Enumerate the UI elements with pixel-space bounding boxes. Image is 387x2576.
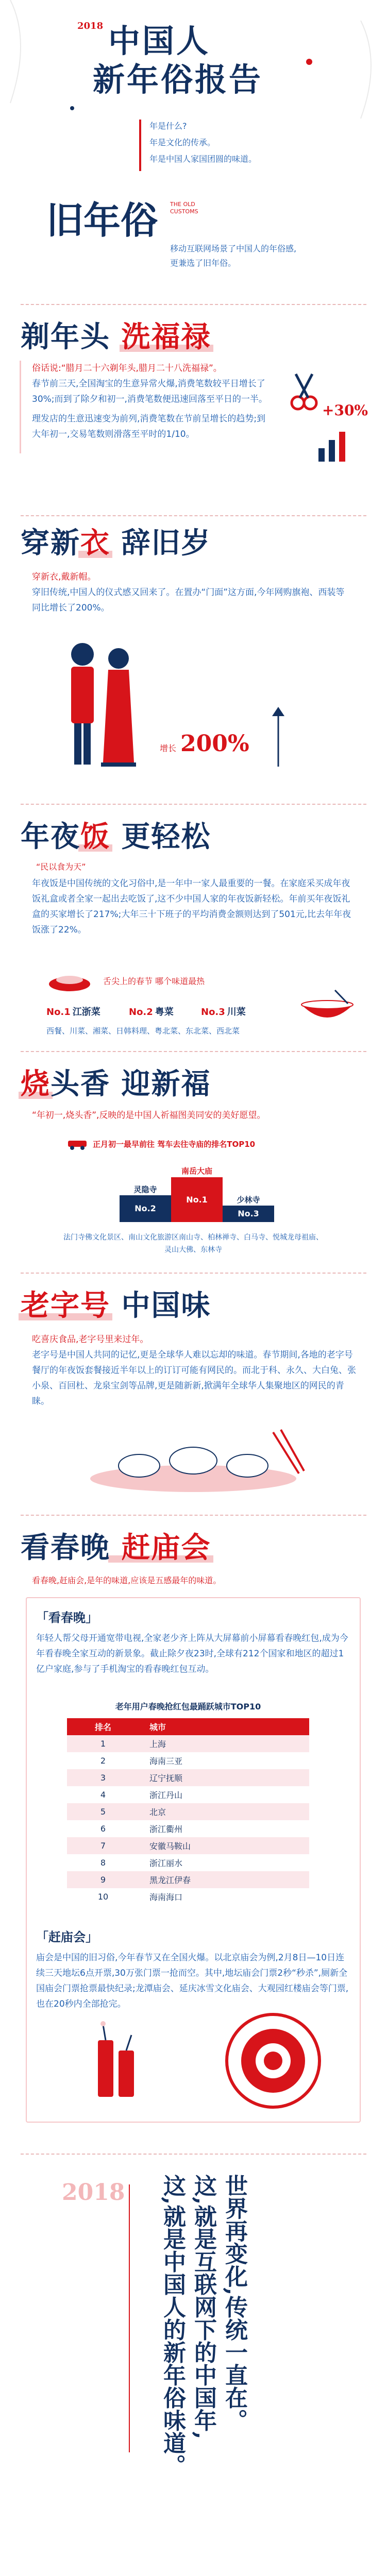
cell-city: 安徽马鞍山: [149, 1841, 191, 1851]
divider: [21, 2154, 366, 2155]
table-row: [67, 1854, 309, 1871]
table-row: [67, 1820, 309, 1837]
title-part-a: 剃年头: [21, 320, 122, 354]
divider: [21, 1515, 366, 1516]
clothes-line2: 穿旧传统,中国人的仪式感又回来了。在置办“门面”这方面,今年网购旗袍、西装等同比增长了200%。: [32, 587, 345, 613]
table-row: [67, 1803, 309, 1820]
dish-rank: No.1: [46, 1007, 71, 1018]
title-part-b: 衣: [80, 526, 110, 560]
firecracker-illustration: [88, 2020, 155, 2107]
brands-body: 老字号是中国人共同的记忆,更是全球华人难以忘却的味道。春节期间,各地的老字号餐厅的年夜饭套餐接近半年以上的订订可能有网民的。而北于科、永久、大白兔、张小泉、百回杜、龙泉宝剑等品牌,更是随新新,掀满年全球华人集聚地区的网民的青睐。: [32, 1350, 356, 1406]
gala-box2-body: 庙会是中国的旧习俗,今年春节又在全国火爆。以北京庙会为例,2月8日—10日连续三天地坛6点开票,30万张门票一抢而空。其中,地坛庙会门票2秒“秒杀”,厕新全国庙会门票抢票最快纪录;龙潭庙会、延庆冰雪文化庙会、大观园红楼庙会等门票,也在20秒内全部抢完。: [36, 1953, 349, 2009]
cell-city: 北京: [149, 1807, 166, 1817]
cell-city: 上海: [149, 1739, 166, 1749]
header-rank: 排名: [94, 1722, 111, 1732]
brands-text: [32, 1332, 357, 1409]
cell-city: 浙江丽水: [149, 1858, 183, 1868]
table-row: [67, 1871, 309, 1888]
cell-city: 浙江衢州: [149, 1824, 183, 1834]
dish-top3: [201, 1005, 246, 1018]
old-custom-title: 旧年俗: [46, 198, 158, 242]
incense-others: 法门寺佛文化景区、南山文化旅游区南山寺、柏林禅寺、白马寺、悦城龙母祖庙、灵山大佛、东林寺: [63, 1233, 323, 1254]
clothes-text: [32, 569, 346, 616]
title-part-a: 看春晚: [21, 1531, 110, 1565]
title-part-a: 年夜: [21, 820, 80, 854]
haircut-body2: 理发店的生意迅速变为前列,消费笔数在节前呈增长的趋势;到大年初一,交易笔数则滑落至平时的1/10。: [32, 414, 266, 439]
haircut-stat: +30%: [322, 402, 368, 419]
section-title-dinner: [21, 814, 211, 855]
podium-third: No.3: [223, 1206, 274, 1222]
dish-top1: [46, 1005, 100, 1018]
dish-name: 川菜: [227, 1007, 246, 1018]
divider: [21, 515, 366, 516]
closing-year: 2018: [62, 2179, 125, 2206]
hero-line: [139, 120, 141, 171]
old-custom-en: THE OLD CUSTOMS: [170, 201, 198, 215]
couple-illustration: [57, 634, 149, 799]
cell-city: 海南海口: [149, 1892, 183, 1902]
car-icon: [67, 1137, 88, 1150]
title-part-b: 赶庙会: [110, 1531, 211, 1565]
brands-line1: 吃喜庆食品,老字号里来过年。: [32, 1334, 149, 1345]
section-title-incense: [21, 1061, 211, 1103]
dinner-chart-title: 舌尖上的春节 哪个味道最热: [103, 976, 205, 986]
title-part-b: 头香: [51, 1067, 110, 1101]
title-part-c: 迎新福: [110, 1067, 211, 1101]
table-row: [67, 1735, 309, 1752]
cell-city: 海南三亚: [149, 1756, 183, 1766]
gala-intro: 看春晚,赶庙会,是年的味道,应该是五感最年的味道。: [32, 1575, 222, 1585]
cell-rank: 9: [100, 1875, 106, 1885]
hero-intro-1: 年是什么?: [149, 121, 187, 131]
header-city: 城市: [149, 1722, 166, 1732]
paper-cut-illustration: [222, 2009, 325, 2112]
title-part-c: 辞旧岁: [110, 526, 211, 560]
gala-table: [67, 1718, 309, 1905]
dumplings-illustration: [77, 1422, 309, 1499]
dinner-body: 年夜饭是中国传统的文化习俗中,是一年中一家人最重要的一餐。在家庭采买成年夜饭礼盒或者全家一起出去吃饭了,这不少中国人家的年夜饭新轻松。年前买年夜饭礼盒的买家增长了217%;大年三十下班子的平均消费金额则达到了501元,比去年年夜饭涨了22%。: [32, 878, 351, 935]
dish-name: 江浙菜: [72, 1007, 100, 1018]
cell-city: 辽宁抚顺: [149, 1773, 183, 1783]
clothes-line1: 穿新衣,戴新帽。: [32, 572, 96, 582]
title-part-a: 烧: [21, 1067, 51, 1101]
title-part-c: 更轻松: [110, 820, 211, 854]
closing-col-2: 这,就是互联网下的中国年,: [190, 2174, 216, 2439]
gala-box1-body: 年轻人帮父母开通宽带电视,全家老少齐上阵从大屏幕前小屏幕看春晚红包,成为今年看春晚全家互动的新景象。截止除夕夜23时,全球有212个国家和地区的超过1亿户家庭,参与了手机淘宝的看春晚红包互动。: [36, 1633, 348, 1674]
table-row: [67, 1752, 309, 1769]
hero-intro-2: 年是文化的传承。: [149, 138, 216, 147]
podium-second: No.2: [120, 1195, 171, 1222]
dish-rank: No.2: [129, 1007, 153, 1018]
swirl-left: [20, 361, 25, 453]
podium-first: No.1: [171, 1177, 223, 1222]
up-arrow-icon: [268, 706, 289, 768]
cell-rank: 8: [100, 1858, 106, 1868]
dish-top2: [129, 1005, 174, 1018]
hero-year: 2018: [77, 21, 104, 31]
hero-title-line2: 新年俗报告: [93, 61, 263, 98]
cell-city: 黑龙江伊春: [149, 1875, 191, 1885]
closing-col-1: 世界再变化,传统一直在。: [221, 2174, 247, 2432]
dinner-sub: “民以食为天”: [36, 862, 86, 872]
dish-others: 西餐、川菜、湘菜、日韩料理、粤北菜、东北菜、西北菜: [46, 1026, 240, 1036]
incense-intro: “年初一,烧头香”,反映的是中国人祈福图美同安的美好愿望。: [32, 1110, 266, 1121]
bar-up-icon: [314, 422, 356, 464]
gala-box1-title: 「看春晚」: [36, 1610, 98, 1625]
haircut-text: [32, 361, 274, 442]
podium-first-name: 南岳大庙: [181, 1166, 212, 1176]
cell-rank: 6: [100, 1824, 106, 1834]
section-title-gala: [21, 1525, 211, 1566]
hero-intro-3: 年是中国人家国团圆的味道。: [149, 154, 257, 164]
old-custom-line-2: 更兼选了旧年俗。: [170, 258, 237, 268]
growth-value: 200%: [180, 731, 249, 757]
hero-section: [0, 0, 387, 319]
dish-name: 粤菜: [155, 1007, 174, 1018]
table-row: [67, 1769, 309, 1786]
growth-label: 增长: [160, 743, 177, 753]
divider: [21, 304, 366, 305]
scissors-icon: [289, 371, 319, 412]
closing-col-3: 这,就是中国人的新年俗味道。: [159, 2174, 186, 2477]
cell-rank: 1: [100, 1739, 106, 1749]
title-part-b: 洗福禄: [121, 320, 211, 354]
title-part-b: 中国味: [110, 1289, 211, 1323]
old-custom-line-1: 移动互联网场景了中国人的年俗感,: [170, 244, 297, 253]
gala-box2-title: 「赶庙会」: [36, 1929, 98, 1944]
dish-rank: No.3: [201, 1007, 225, 1018]
dish-icon: [46, 969, 93, 994]
cell-rank: 4: [100, 1790, 106, 1800]
title-part-a: 穿新: [21, 526, 80, 560]
haircut-quote: 俗话说:“腊月二十六剃年头,腊月二十八洗福禄”。: [32, 363, 222, 374]
title-part-b: 饭: [80, 820, 110, 854]
cell-city: 浙江丹山: [149, 1790, 183, 1800]
section-title-clothes: [21, 520, 211, 562]
table-row: [67, 1786, 309, 1803]
closing-line: [129, 2184, 130, 2452]
title-part-a: 老字号: [21, 1289, 110, 1323]
rice-bowl-icon: [299, 989, 356, 1030]
podium-second-name: 灵隐寺: [133, 1185, 157, 1194]
table-row: [67, 1888, 309, 1905]
table-row: [67, 1837, 309, 1854]
divider: [21, 804, 366, 805]
cell-rank: 10: [97, 1892, 109, 1902]
cell-rank: 3: [100, 1773, 106, 1783]
gala-table-title: 老年用户春晚抢红包最踊跃城市TOP10: [115, 1702, 261, 1711]
haircut-body: 春节前三天,全国淘宝的生意异常火爆,消费笔数较平日增长了30%;而到了除夕和初一,消费笔数便迅速回落至平日的一半。: [32, 379, 267, 404]
cell-rank: 2: [100, 1756, 106, 1766]
divider: [21, 1051, 366, 1052]
incense-chart-title: 正月初一最早前往 驾车去往寺庙的排名TOP10: [93, 1140, 256, 1149]
cell-rank: 5: [100, 1807, 106, 1817]
divider: [21, 1273, 366, 1274]
section-title-brands: [21, 1283, 211, 1324]
cell-rank: 7: [100, 1841, 106, 1851]
section-title-haircut: [21, 314, 211, 355]
hero-title-line1: 中国人: [108, 22, 211, 60]
table-header: [67, 1718, 309, 1735]
podium-third-name: 少林寺: [237, 1195, 260, 1205]
